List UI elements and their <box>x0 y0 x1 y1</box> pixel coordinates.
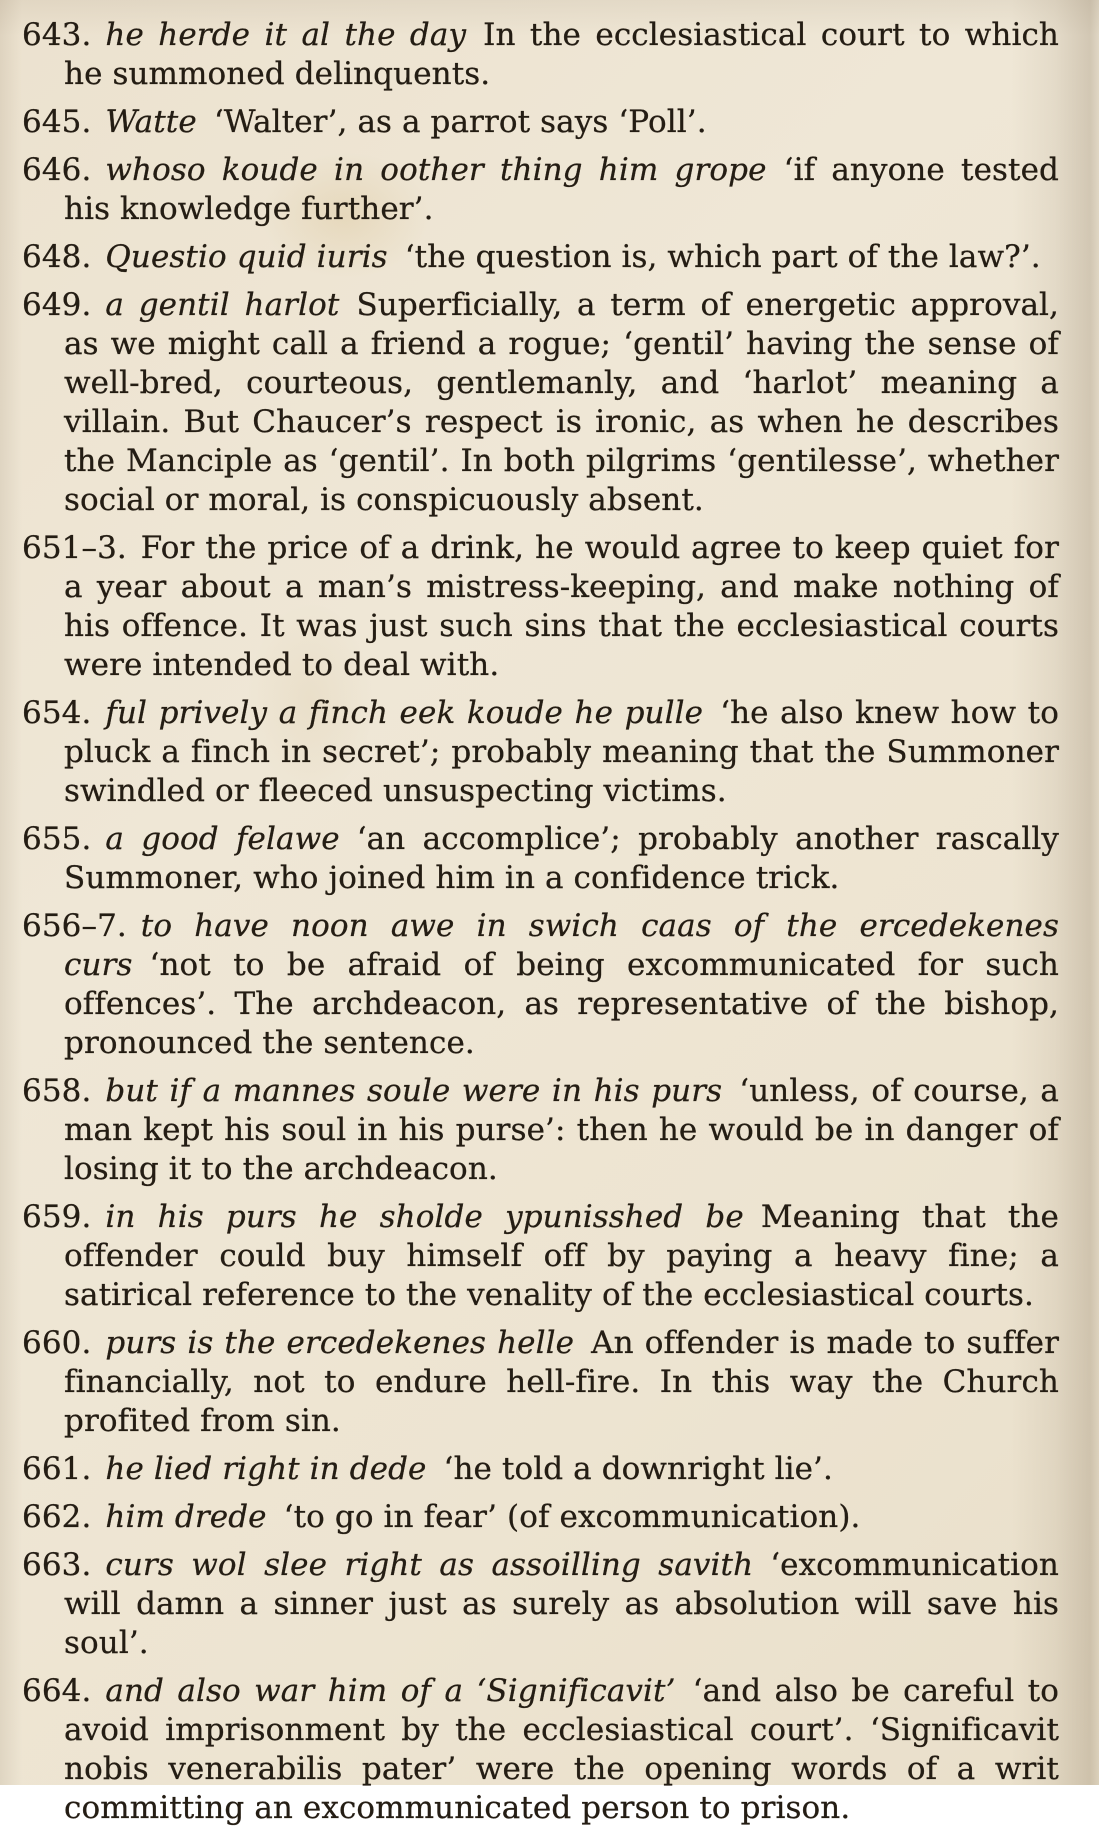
note-number: 656–7. <box>22 908 127 944</box>
note-entry <box>22 529 1059 685</box>
note-gloss: ‘if anyone tested his knowledge further’. <box>64 152 1059 227</box>
note-gloss: Meaning that the offender could buy himself off by paying a heavy fine; a satirical reference to the venality of the ecclesiastical courts. <box>64 1199 1059 1313</box>
note-entry <box>22 694 1059 811</box>
note-number: 658. <box>22 1073 92 1109</box>
note-number: 661. <box>22 1451 92 1487</box>
note-gloss: Superficially, a term of energetic approval, as we might call a friend a rogue; ‘gentil’ having the sense of well-bred, courteous, gentlemanly, and ‘harlot’ meaning a villain. But Chaucer’s respect is ironic, as when he describes the Manciple as ‘gentil’. In both pilgrims ‘gentilesse’, whether social or moral, is conspicuously absent. <box>64 287 1059 518</box>
note-number: 662. <box>22 1499 92 1535</box>
note-number: 659. <box>22 1199 92 1235</box>
note-entry <box>22 1672 1059 1828</box>
note-gloss: ‘not to be afraid of being excommunicated for such offences’. The archdeacon, as representative of the bishop, pronounced the sentence. <box>64 947 1059 1061</box>
note-lemma: Watte <box>105 104 197 140</box>
note-lemma: a good felawe <box>105 821 340 857</box>
note-lemma: Questio quid iuris <box>105 239 388 275</box>
note-lemma: curs wol slee right as assoilling savith <box>105 1547 754 1583</box>
note-entry <box>22 286 1059 520</box>
note-gloss: ‘he told a downright lie’. <box>443 1451 833 1487</box>
note-lemma: in his purs he sholde ypunisshed be <box>105 1199 744 1235</box>
note-gloss: ‘he also knew how to pluck a finch in secret’; probably meaning that the Summoner swindled or fleeced unsuspecting victims. <box>64 695 1059 809</box>
note-entry <box>22 1072 1059 1189</box>
note-entry <box>22 1324 1059 1441</box>
note-lemma: but if a mannes soule were in his purs <box>105 1073 723 1109</box>
note-entry <box>22 103 1059 142</box>
note-entry <box>22 1450 1059 1489</box>
note-entry <box>22 16 1059 94</box>
note-lemma: and also war him of a ‘Significavit’ <box>105 1673 676 1709</box>
note-entry <box>22 238 1059 277</box>
note-number: 663. <box>22 1547 92 1583</box>
note-entry <box>22 820 1059 898</box>
note-lemma: to have noon awe in swich caas of the ercedekenes curs <box>64 908 1059 983</box>
note-number: 655. <box>22 821 92 857</box>
note-number: 651–3. <box>22 530 127 566</box>
note-lemma: whoso koude in oother thing him grope <box>105 152 767 188</box>
note-gloss: ‘unless, of course, a man kept his soul in his purse’: then he would be in danger of losing it to the archdeacon. <box>64 1073 1059 1187</box>
note-number: 664. <box>22 1673 92 1709</box>
note-number: 646. <box>22 152 92 188</box>
note-gloss: ‘and also be careful to avoid imprisonment by the ecclesiastical court’. ‘Significavit nobis venerabilis pater’ were the opening words of a writ committing an excommunicated person to prison. <box>64 1673 1059 1826</box>
note-gloss: ‘to go in fear’ (of excommunication). <box>283 1499 861 1535</box>
note-number: 648. <box>22 239 92 275</box>
note-lemma: him drede <box>105 1499 267 1535</box>
note-gloss: ‘an accomplice’; probably another rascally Summoner, who joined him in a confidence trick. <box>64 821 1059 896</box>
note-gloss: ‘excommunication will damn a sinner just as surely as absolution will save his soul’. <box>64 1547 1059 1661</box>
notes-list <box>22 16 1059 1828</box>
note-lemma: a gentil harlot <box>105 287 340 323</box>
note-entry <box>22 907 1059 1063</box>
note-entry <box>22 1498 1059 1537</box>
note-gloss: ‘Walter’, as a parrot says ‘Poll’. <box>213 104 707 140</box>
note-lemma: he herde it al the day <box>105 17 467 53</box>
note-gloss: In the ecclesiastical court to which he summoned delinquents. <box>64 17 1059 92</box>
note-number: 643. <box>22 17 92 53</box>
note-entry <box>22 151 1059 229</box>
note-gloss: ‘the question is, which part of the law?’. <box>404 239 1041 275</box>
note-lemma: he lied right in dede <box>105 1451 427 1487</box>
note-entry <box>22 1546 1059 1663</box>
note-lemma: ful prively a finch eek koude he pulle <box>105 695 704 731</box>
note-number: 660. <box>22 1325 92 1361</box>
note-entry <box>22 1198 1059 1315</box>
note-number: 649. <box>22 287 92 323</box>
note-gloss: For the price of a drink, he would agree to keep quiet for a year about a man’s mistress-keeping, and make nothing of his offence. It was just such sins that the ecclesiastical courts were intended to deal with. <box>64 530 1059 683</box>
note-gloss: An offender is made to suffer financially, not to endure hell-fire. In this way the Church profited from sin. <box>64 1325 1060 1439</box>
note-number: 654. <box>22 695 92 731</box>
note-number: 645. <box>22 104 92 140</box>
note-lemma: purs is the ercedekenes helle <box>105 1325 575 1361</box>
